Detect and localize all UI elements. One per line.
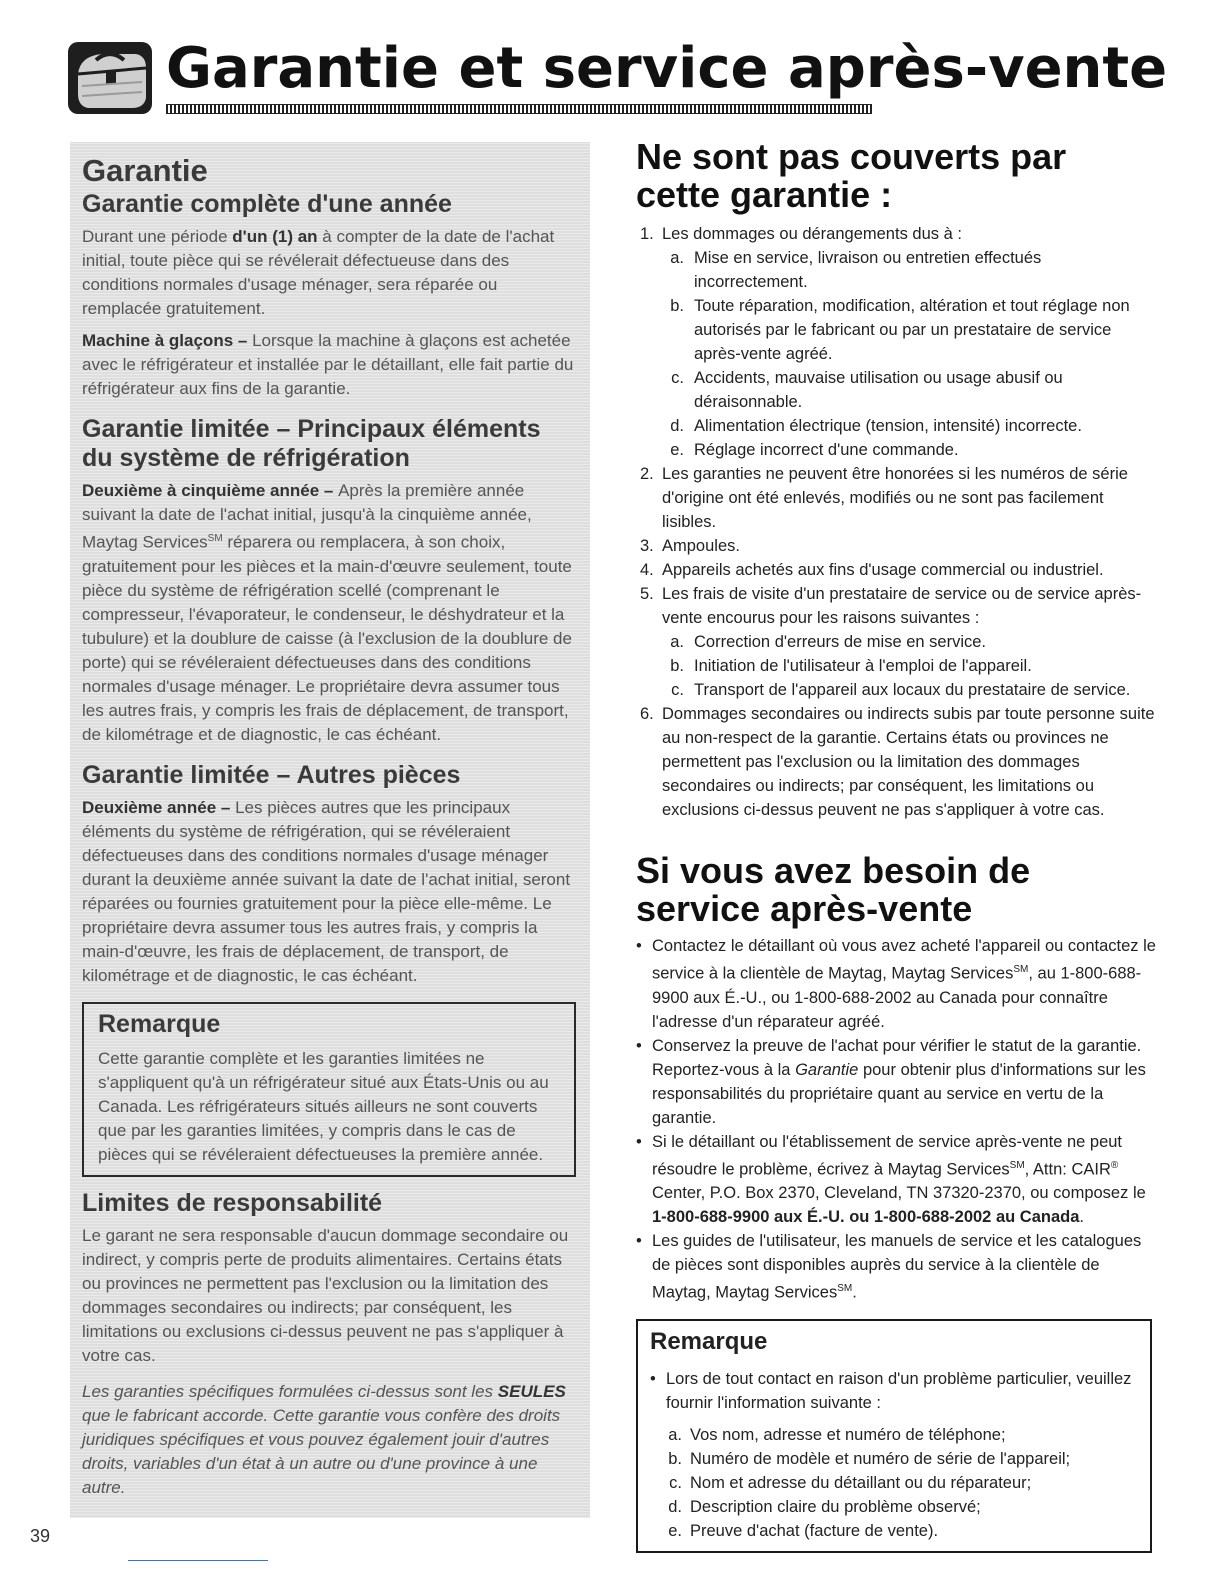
list-item: 4. Appareils achetés aux fins d'usage commercial ou industriel. (640, 561, 1104, 579)
right-column (636, 138, 1156, 1553)
list-item: • Conservez la preuve de l'achat pour vérifier le statut de la garantie. Reportez-vous à la Garantie pour obtenir plus d'informations sur les responsabilités du propriétaire quant au service en vertu de la garantie. (636, 1034, 1156, 1130)
list-item: b. Initiation de l'utilisateur à l'emploi de l'appareil. (670, 657, 1032, 675)
page-number: 39 (30, 1526, 51, 1546)
page-header (66, 34, 1168, 124)
right-note-box (636, 1319, 1152, 1553)
other-parts-text: Deuxième année – Les pièces autres que les principaux éléments du système de réfrigération, qui se révéleraient défectueuses dans des conditions normales d'usage ménager durant la deuxième année suivant la date de l'achat initial, seront réparées ou fournies gratuitement pour la pièce elle-même. Le propriétaire devra assumer tous les autres frais, y compris la main-d'œuvre, les frais de déplacement, de transport, de kilométrage et de diagnostic, le cas échéant. (82, 797, 571, 985)
limited-warranty-heading: Garantie limitée – Principaux éléments du système de réfrigération (82, 415, 541, 472)
phone-numbers: 1-800-688-9900 aux É.-U. ou 1-800-688-2002 au Canada (652, 1208, 1080, 1226)
list-item: 6. Dommages secondaires ou indirects subis par toute personne suite au non-respect de la garantie. Certains états ou provinces ne permettent pas l'exclusion ou la limitation des dommages secondaires ou indirects; par conséquent, les limitations ou exclusions ci-dessus peuvent ne pas s'appliquer à votre cas. (640, 705, 1155, 819)
list-item: a. Mise en service, livraison ou entretien effectués incorrectement. (670, 249, 1042, 291)
not-covered-heading: Ne sont pas couverts par cette garantie : (636, 136, 1067, 215)
liability-heading: Limites de responsabilité (82, 1188, 383, 1217)
list-item: 3. Ampoules. (640, 537, 740, 555)
list-item: 5. Les frais de visite d'un prestataire de service ou de service après-vente encourus pour les raisons suivantes : a. Correction d'erreurs de mise en service. b. Initiation de l'utilisateur à l'emploi de l'appareil. c. Transport de l'appareil aux locaux du prestataire de service. (636, 582, 1156, 702)
list-item: c. Accidents, mauvaise utilisation ou usage abusif ou déraisonnable. (671, 369, 1063, 411)
list-item: b. Numéro de modèle et numéro de série de l'appareil; (668, 1449, 1071, 1468)
not-covered-list (636, 222, 1156, 822)
ice-maker-text: Machine à glaçons – Lorsque la machine à glaçons est achetée avec le réfrigérateur et installée par le détaillant, elle fait partie du réfrigérateur aux fins de la garantie. (82, 331, 574, 398)
footer-divider (128, 1560, 268, 1561)
page-title: Garantie et service après-vente (166, 36, 1168, 101)
toolbox-icon (66, 38, 154, 116)
other-parts-heading: Garantie limitée – Autres pièces (82, 760, 461, 789)
list-item: • Lors de tout contact en raison d'un problème particulier, veuillez fournir l'information suivante : (650, 1367, 1138, 1415)
full-warranty-heading: Garantie complète d'une année (82, 190, 452, 218)
list-item: e. Preuve d'achat (facture de vente). (668, 1521, 939, 1540)
service-heading: Si vous avez besoin de service après-vente (636, 850, 1031, 929)
left-note-text: Cette garantie complète et les garanties limitées ne s'appliquent qu'à un réfrigérateur situé aux États-Unis ou au Canada. Les réfrigérateurs situés ailleurs ne sont couverts que par les garanties limitées, y compris dans le cas de pièces qui se révéleraient défectueuses la première année. (98, 1048, 549, 1164)
service-list (636, 934, 1156, 1305)
list-item: 2. Les garanties ne peuvent être honorées si les numéros de série d'origine ont été enlevés, modifiés ou ne sont pas facilement lisibles. (640, 465, 1128, 531)
list-item: e. Réglage incorrect d'une commande. (670, 441, 959, 459)
list-item: c. Transport de l'appareil aux locaux du prestataire de service. (671, 681, 1131, 699)
right-note-heading: Remarque (650, 1327, 768, 1355)
title-underline (166, 104, 872, 114)
warranty-heading: Garantie (82, 153, 208, 188)
list-item: • Si le détaillant ou l'établissement de service après-vente ne peut résoudre le problème, écrivez à Maytag Services℠, Attn: CAIR® Center, P.O. Box 2370, Cleveland, TN 37320-2370, ou composez le 1-800-688-9900 aux É.-U. ou 1-800-688-2002 au Canada. (636, 1130, 1156, 1230)
list-item: 1. Les dommages ou dérangements dus à : a. Mise en service, livraison ou entretien effectués incorrectement. b. Toute réparation, modification, altération et tout réglage non autorisés par le fabricant ou par un prestataire de service après-vente agréé. c. Accidents, mauvaise utilisation ou usage abusif ou déraisonnable. d. Alimentation électrique (tension, intensité) incorrecte. e. Réglage incorrect d'une commande. (636, 222, 1156, 462)
list-item: a. Correction d'erreurs de mise en service. (670, 633, 987, 651)
warranty-panel (70, 142, 590, 1518)
specific-warranty-text: Les garanties spécifiques formulées ci-dessus sont les SEULES que le fabricant accorde. Cette garantie vous confère des droits juridiques spécifiques et vous pouvez également jouir d'autres droits, variables d'un état à un autre ou d'une province à une autre. (82, 1381, 566, 1497)
list-item: • Les guides de l'utilisateur, les manuels de service et les catalogues de pièces sont disponibles auprès du service à la clientèle de Maytag, Maytag Services℠. (636, 1229, 1156, 1305)
list-item: • Contactez le détaillant où vous avez acheté l'appareil ou contactez le service à la clientèle de Maytag, Maytag Services℠, au 1-800-688-9900 aux É.-U., ou 1-800-688-2002 au Canada pour connaître l'adresse d'un réparateur agréé. (636, 934, 1156, 1034)
liability-text: Le garant ne sera responsable d'aucun dommage secondaire ou indirect, y compris perte de produits alimentaires. Certains états ou provinces ne permettent pas l'exclusion ou la limitation des dommages secondaires ou indirects; par conséquent, les limitations ou exclusions ci-dessus peuvent ne pas s'appliquer à votre cas. (82, 1225, 569, 1365)
list-item: d. Description claire du problème observé; (668, 1497, 981, 1516)
list-item: d. Alimentation électrique (tension, intensité) incorrecte. (670, 417, 1082, 435)
left-note-heading: Remarque (98, 1009, 221, 1038)
limited-warranty-text: Deuxième à cinquième année – Après la première année suivant la date de l'achat initial, jusqu'à la cinquième année, Maytag Services℠ réparera ou remplacera, à son choix, gratuitement pour les pièces et la main-d'œuvre seulement, toute pièce du système de réfrigération scellé (comprenant le compresseur, l'évaporateur, le condenseur, le déshydrateur et la tubulure) et la doublure de caisse (à l'exclusion de la doublure de porte) qui se révéleraient défectueuses dans des conditions normales d'usage ménager. Le propriétaire devra assumer tous les autres frais, y compris les frais de déplacement, de transport, de kilométrage et de diagnostic, le cas échéant. (82, 481, 572, 744)
list-item: c. Nom et adresse du détaillant ou du réparateur; (669, 1473, 1032, 1492)
left-note-box (82, 1002, 576, 1177)
full-warranty-text: Durant une période d'un (1) an à compter de la date de l'achat initial, toute pièce qui se révélerait défectueuse dans des conditions normales d'usage ménager, sera réparée ou remplacée gratuitement. (82, 227, 555, 318)
list-item: b. Toute réparation, modification, altération et tout réglage non autorisés par le fabricant ou par un prestataire de service après-vente agréé. (670, 297, 1130, 363)
list-item: a. Vos nom, adresse et numéro de téléphone; (668, 1425, 1006, 1444)
